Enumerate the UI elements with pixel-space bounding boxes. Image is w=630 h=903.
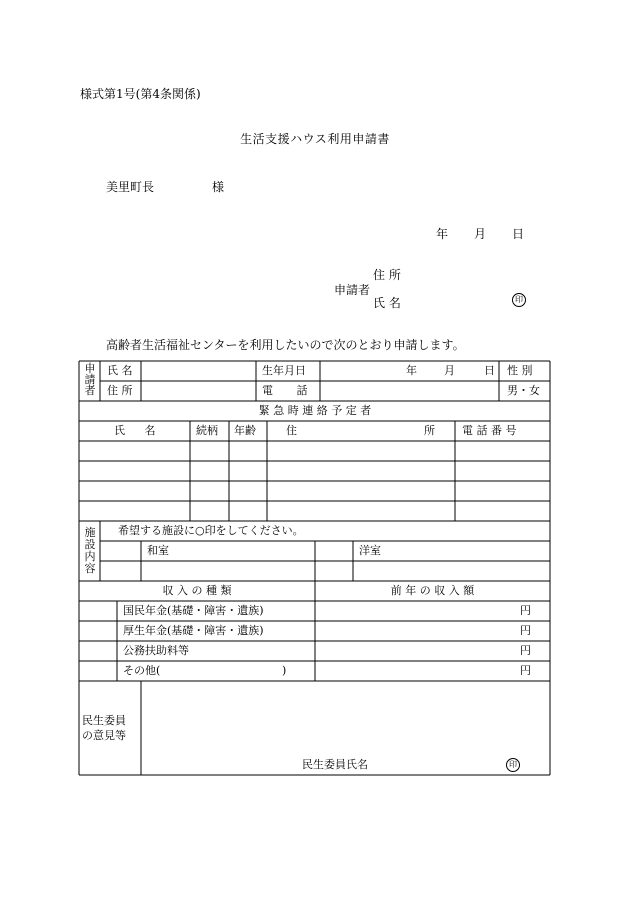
seal-mark-icon: 印 [506,758,520,772]
address-label: 住 所 [107,384,133,397]
ec-age-header: 年齢 [234,424,256,437]
income-row-close: ) [282,664,287,677]
emergency-contact-title: 緊 急 時 連 絡 予 定 者 [258,404,372,417]
income-row-unit: 円 [520,624,531,637]
ec-address-header-1: 住 [286,424,297,437]
income-row-unit: 円 [520,664,531,677]
ec-relation-header: 続柄 [196,424,218,437]
form-title: 生活支援ハウス利用申請書 [240,132,390,146]
facility-japanese-room: 和室 [147,544,169,557]
name-label: 氏 名 [107,364,133,377]
phone-label: 電 話 [262,384,318,397]
birth-day: 日 [484,364,495,377]
facility-western-room: 洋室 [359,544,381,557]
gender-options: 男・女 [507,384,540,397]
ec-address-header-2: 所 [424,424,435,437]
commissioner-opinion-label-1: 民生委員 [82,714,126,727]
date-day: 日 [512,227,525,241]
commissioner-name-label: 民生委員氏名 [302,758,368,771]
income-row-label: 厚生年金(基礎・障害・遺族) [123,624,264,637]
date-month: 月 [474,227,487,241]
income-row-label: 公務扶助料等 [123,644,189,657]
income-row-unit: 円 [520,644,531,657]
form-number: 様式第1号(第4条関係) [80,87,201,101]
applicant-label: 申請者 [334,283,371,297]
ec-name-header: 氏 名 [114,424,164,437]
addressee-name: 美里町長 [106,180,155,194]
income-type-header: 収 入 の 種 類 [162,584,232,597]
applicant-address-label: 住 所 [373,268,401,282]
facility-instruction: 希望する施設に○印をしてください。 [118,524,304,537]
birth-year: 年 [406,364,417,377]
ec-phone-header: 電 話 番 号 [462,424,517,437]
birth-month: 月 [444,364,455,377]
income-row-unit: 円 [520,604,531,617]
seal-mark-icon: 印 [512,293,526,307]
date-year: 年 [436,227,449,241]
intro-text: 高齢者生活福祉センターを利用したいので次のとおり申請します。 [106,338,465,352]
gender-label: 性 別 [507,364,533,377]
addressee-honorific: 様 [212,180,225,194]
applicant-name-label: 氏 名 [373,296,401,310]
facility-section-label: 施設内容 [84,526,96,575]
income-row-label: その他( [123,664,161,677]
applicant-section-label: 申請者 [84,362,96,397]
birthdate-label: 生年月日 [262,364,306,377]
commissioner-opinion-label-2: の意見等 [82,729,126,742]
prev-income-header: 前 年 の 収 入 額 [390,584,475,597]
income-row-label: 国民年金(基礎・障害・遺族) [123,604,264,617]
